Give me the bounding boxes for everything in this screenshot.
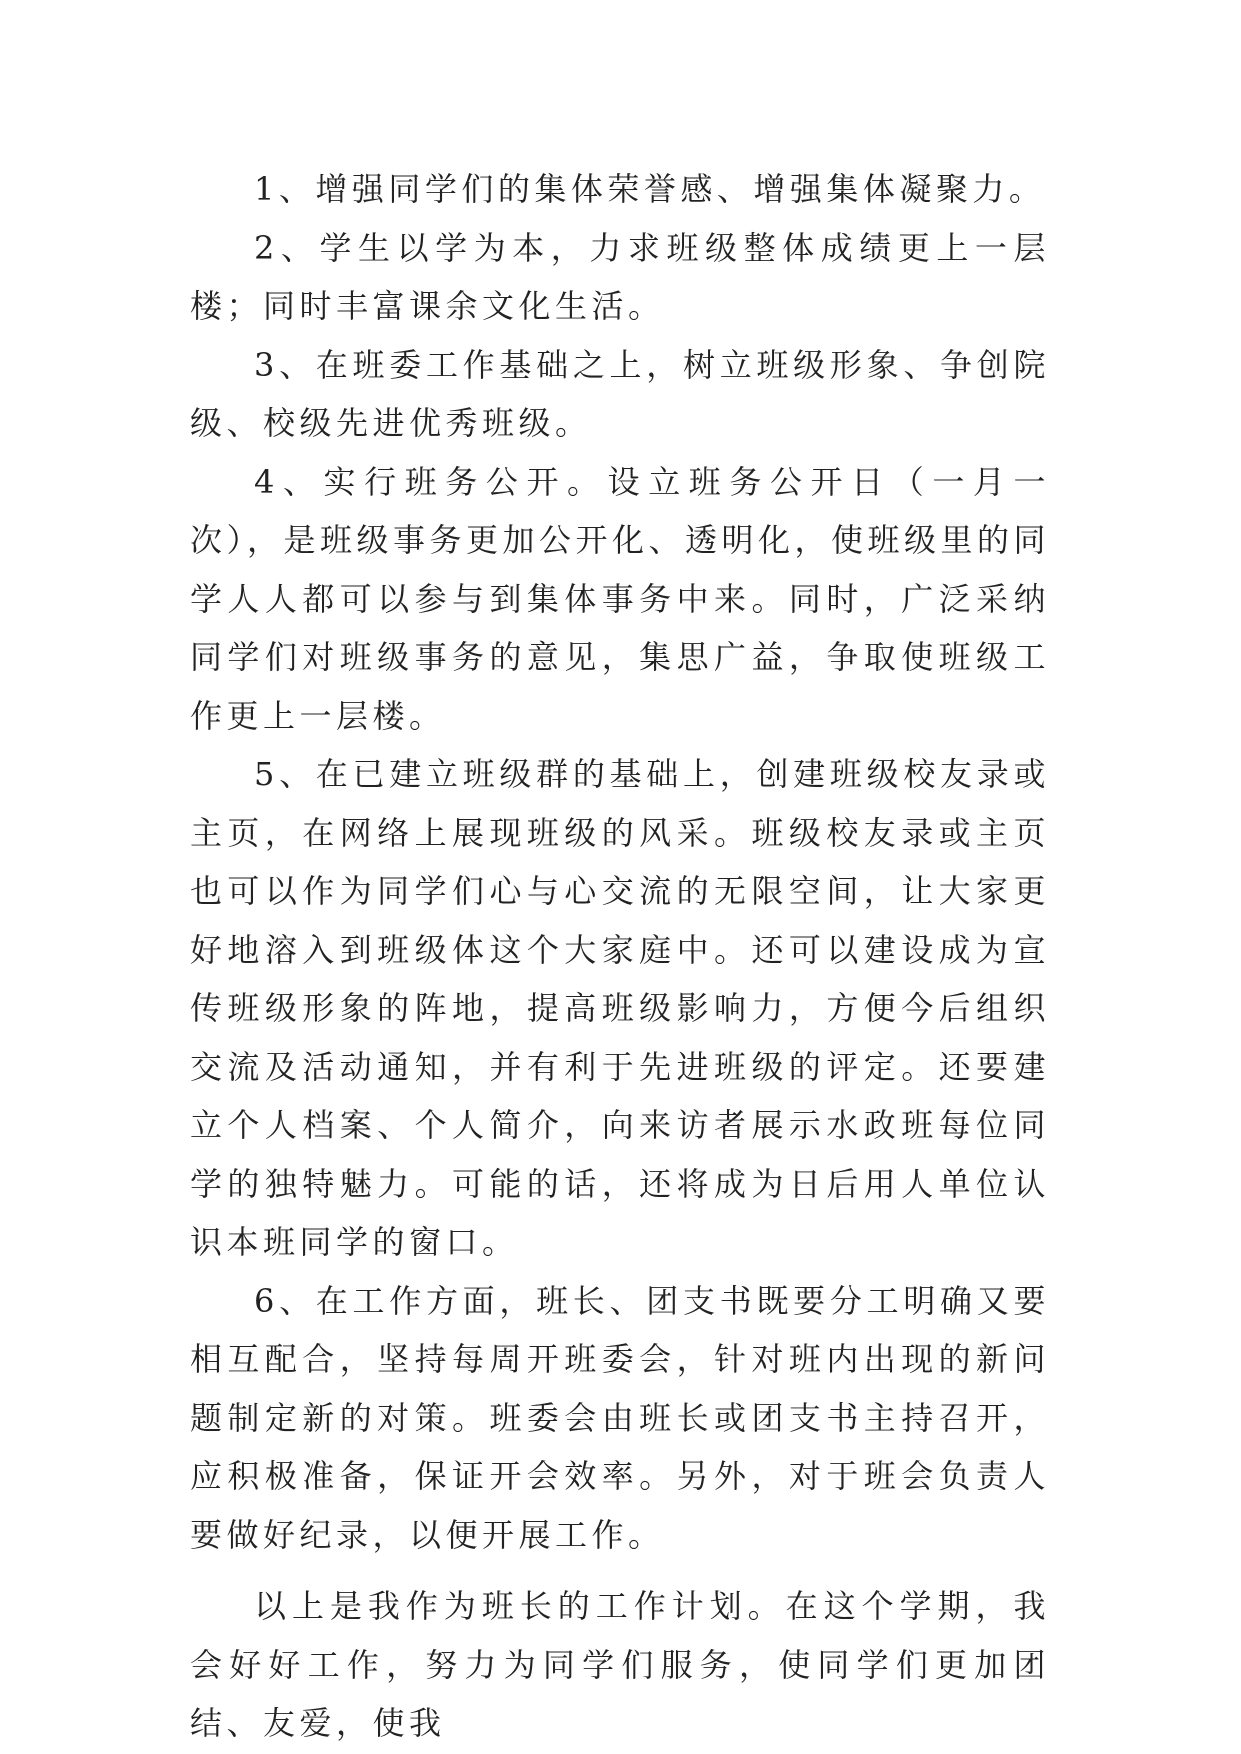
paragraph-6: 6、在工作方面，班长、团支书既要分工明确又要相互配合，坚持每周开班委会，针对班内出现的新问题制定新的对策。班委会由班长或团支书主持召开，应积极准备，保证开会效率。另外，对于班会负责人要做好纪录，以便开展工作。 bbox=[190, 1281, 1050, 1554]
closing-paragraph: 以上是我作为班长的工作计划。在这个学期，我会好好工作，努力为同学们服务，使同学们更加团结、友爱，使我 bbox=[190, 1587, 1050, 1742]
paragraph-1: 1、增强同学们的集体荣誉感、增强集体凝聚力。 bbox=[254, 170, 1046, 208]
paragraph-2: 2、学生以学为本，力求班级整体成绩更上一层楼；同时丰富课余文化生活。 bbox=[190, 228, 1050, 325]
paragraph-5: 5、在已建立班级群的基础上，创建班级校友录或主页，在网络上展现班级的风采。班级校友录或主页也可以作为同学们心与心交流的无限空间，让大家更好地溶入到班级体这个大家庭中。还可以建设成为宣传班级形象的阵地，提高班级影响力，方便今后组织交流及活动通知，并有利于先进班级的评定。还要建立个人档案、个人简介，向来访者展示水政班每位同学的独特魅力。可能的话，还将成为日后用人单位认识本班同学的窗口。 bbox=[190, 755, 1050, 1261]
paragraph-4: 4、实行班务公开。设立班务公开日（一月一次），是班级事务更加公开化、透明化，使班级里的同学人人都可以参与到集体事务中来。同时，广泛采纳同学们对班级事务的意见，集思广益，争取使班级工作更上一层楼。 bbox=[190, 462, 1051, 735]
paragraph-3: 3、在班委工作基础之上，树立班级形象、争创院级、校级先进优秀班级。 bbox=[190, 345, 1050, 442]
document-body bbox=[190, 160, 1050, 1753]
